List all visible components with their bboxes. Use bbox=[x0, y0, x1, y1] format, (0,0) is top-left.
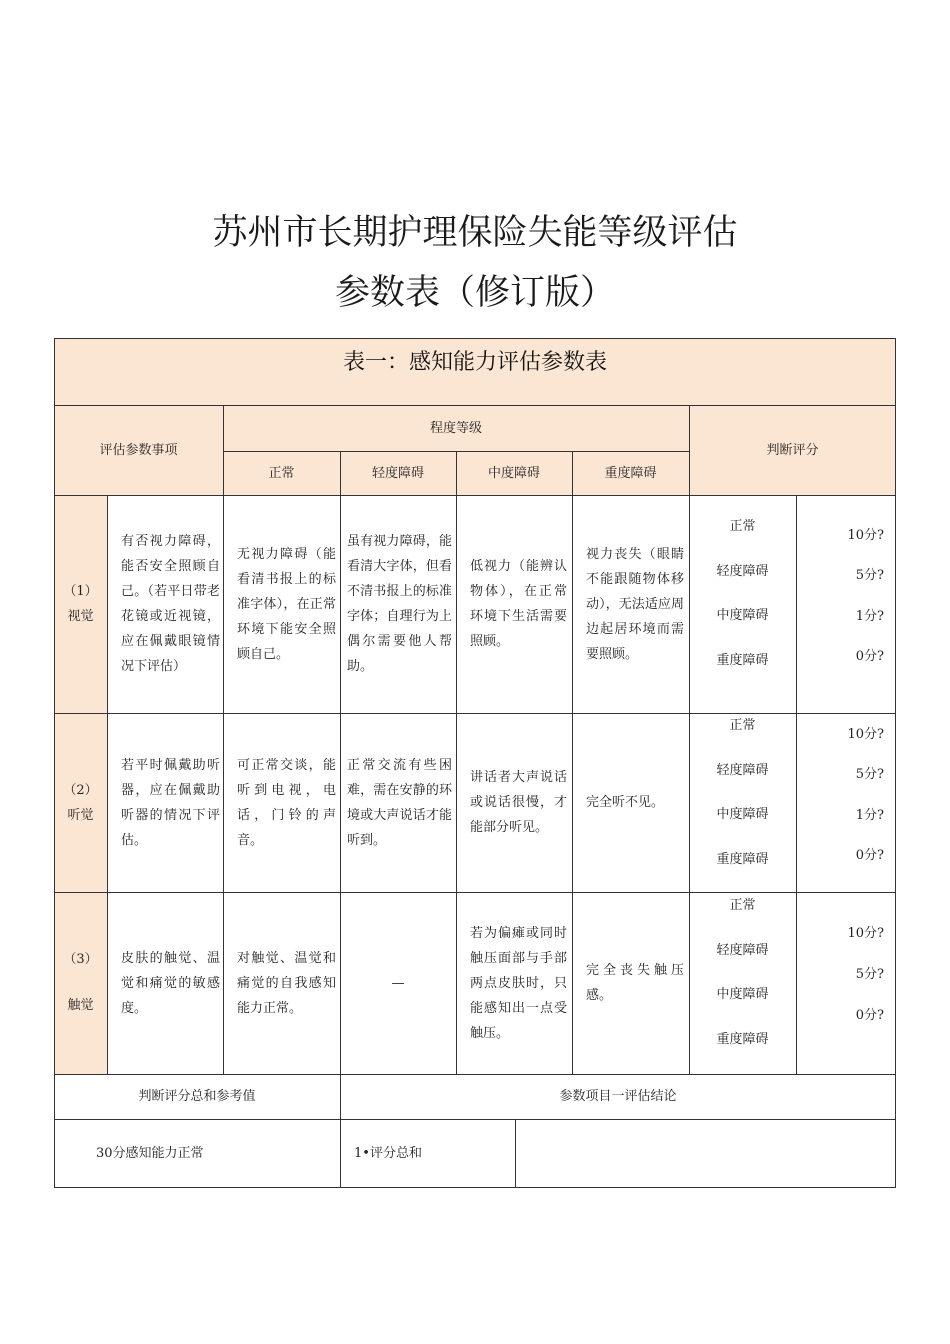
judge-level: 中度障碍 bbox=[716, 987, 769, 1002]
judge-level: 轻度障碍 bbox=[716, 943, 769, 958]
row-description: 有否视力障碍，能否安全照顾自己。（若平日带老花镜或近视镜，应在佩戴眼镜情况下评估） bbox=[121, 534, 220, 674]
judge-level: 重度障碍 bbox=[716, 653, 769, 668]
judge-level: 正常 bbox=[729, 718, 756, 733]
judge-level: 重度障碍 bbox=[716, 1032, 769, 1047]
table-title: 表一：感知能力评估参数表 bbox=[342, 349, 607, 375]
header-level-severe: 重度障碍 bbox=[604, 465, 657, 481]
judge-score: 0分? bbox=[855, 1008, 884, 1023]
table-row bbox=[54, 495, 107, 713]
level-mild-text: — bbox=[391, 975, 405, 991]
judge-level: 轻度障碍 bbox=[716, 763, 769, 778]
level-severe-text: 完全丧失触压感。 bbox=[586, 963, 684, 1003]
row-name: 视觉 bbox=[67, 609, 94, 624]
judge-score: 10分? bbox=[847, 528, 884, 543]
judge-score: 5分? bbox=[855, 568, 884, 583]
assessment-table bbox=[54, 338, 896, 1188]
row-number: （2） bbox=[63, 782, 98, 798]
header-level-mild: 轻度障碍 bbox=[371, 465, 424, 481]
header-level-normal: 正常 bbox=[268, 465, 295, 481]
judge-level: 正常 bbox=[729, 898, 756, 913]
header-levels-group: 程度等级 bbox=[429, 420, 482, 436]
level-moderate-text: 低视力（能辨认物体），在正常环境下生活需要照顾。 bbox=[470, 559, 567, 649]
header-item: 评估参数事项 bbox=[99, 442, 178, 458]
summary-total-value-cell[interactable] bbox=[515, 1119, 896, 1188]
row-description: 皮肤的触觉、温觉和痛觉的敏感度。 bbox=[121, 950, 220, 1016]
row-number: （3） bbox=[63, 952, 98, 967]
judge-level: 轻度障碍 bbox=[716, 564, 769, 579]
table-row bbox=[54, 713, 107, 892]
level-severe-text: 完全听不见。 bbox=[586, 795, 665, 810]
document-title-line2: 参数表（修订版） bbox=[334, 273, 615, 313]
judge-level: 重度障碍 bbox=[716, 852, 769, 867]
row-name: 听觉 bbox=[67, 807, 94, 823]
judge-score: 10分? bbox=[847, 926, 884, 941]
level-mild-text: 正常交流有些困难，需在安静的环境或大声说话才能听到。 bbox=[347, 757, 452, 848]
judge-score: 0分? bbox=[855, 649, 884, 664]
level-normal-text: 可正常交谈，能听到电视，电话，门铃的声音。 bbox=[237, 757, 336, 848]
judge-score: 0分? bbox=[855, 848, 884, 863]
judge-level: 中度障碍 bbox=[716, 807, 769, 822]
header-level-moderate: 中度障碍 bbox=[487, 465, 540, 481]
judge-level: 正常 bbox=[729, 519, 756, 534]
level-moderate-text: 若为偏瘫或同时触压面部与手部两点皮肤时，只能感知出一点受触压。 bbox=[470, 925, 567, 1041]
judge-score: 1分? bbox=[855, 808, 884, 823]
row-description: 若平时佩戴助听器，应在佩戴助听器的情况下评估。 bbox=[121, 757, 220, 848]
document-title-line1: 苏州市长期护理保险失能等级评估 bbox=[212, 213, 738, 253]
level-normal-text: 无视力障碍（能看清书报上的标准字体），在正常环境下能安全照顾自己。 bbox=[237, 546, 336, 662]
judge-score: 5分? bbox=[855, 767, 884, 782]
row-name: 触觉 bbox=[67, 998, 94, 1013]
level-normal-text: 对触觉、温觉和痛觉的自我感知能力正常。 bbox=[237, 950, 336, 1016]
summary-right-header: 参数项目一评估结论 bbox=[559, 1089, 677, 1104]
summary-total-label: 1•评分总和 bbox=[354, 1146, 422, 1161]
judge-score: 1分? bbox=[855, 609, 884, 624]
row-number: （1） bbox=[63, 584, 98, 599]
summary-reference-value: 30分感知能力正常 bbox=[96, 1146, 204, 1161]
table-row bbox=[54, 892, 107, 1074]
judge-score: 10分? bbox=[847, 727, 884, 742]
summary-left-header: 判断评分总和参考值 bbox=[138, 1089, 256, 1104]
level-moderate-text: 讲话者大声说话或说话很慢，才能部分听见。 bbox=[470, 770, 567, 835]
header-judge: 判断评分 bbox=[766, 442, 819, 458]
judge-score: 5分? bbox=[855, 967, 884, 982]
level-severe-text: 视力丧失（眼睛不能跟随物体移动），无法适应周边起居环境而需要照顾。 bbox=[586, 546, 684, 662]
level-mild-text: 虽有视力障碍，能看清大字体，但看不清书报上的标准字体；自理行为上偶尔需要他人帮助。 bbox=[347, 534, 452, 674]
judge-level: 中度障碍 bbox=[716, 608, 769, 623]
